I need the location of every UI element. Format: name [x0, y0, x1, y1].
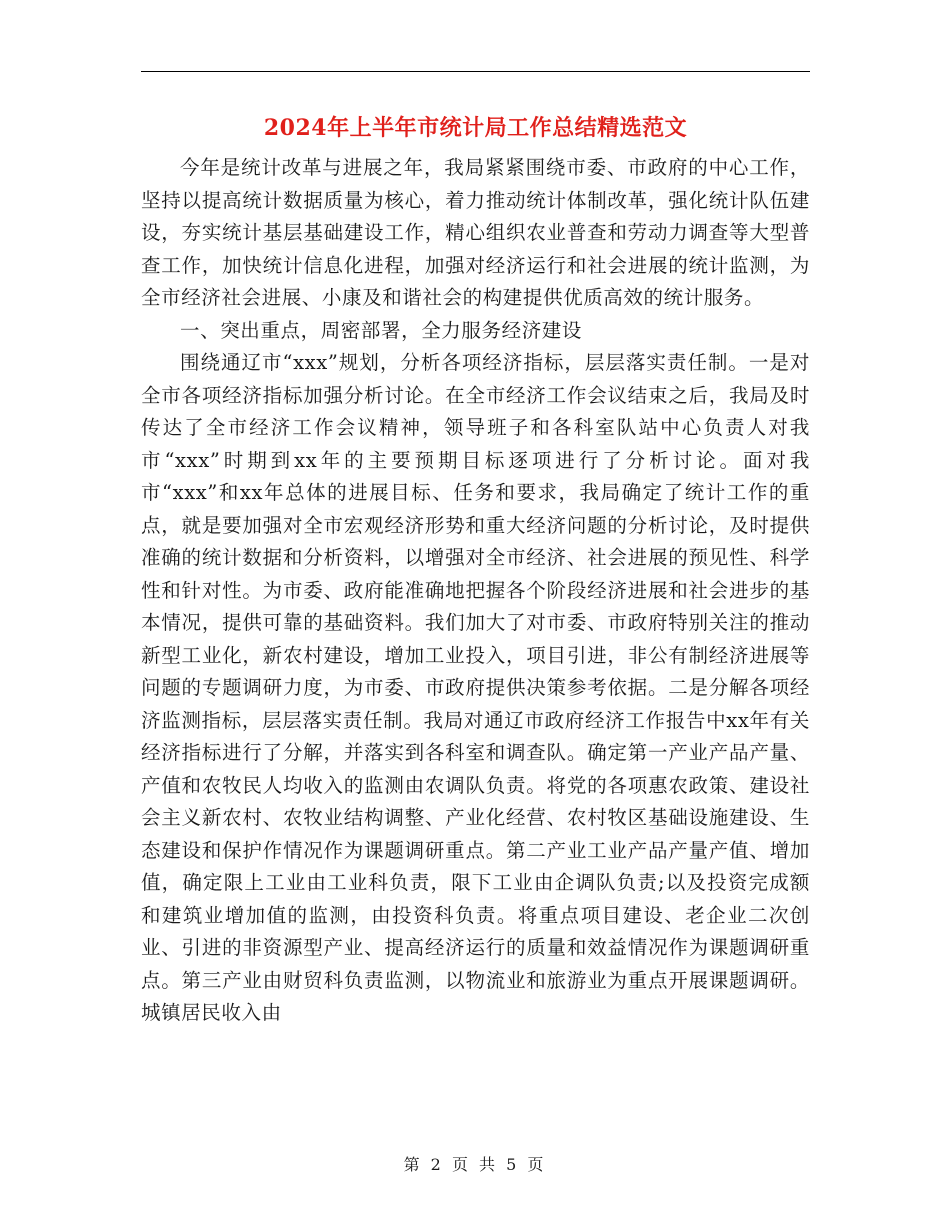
- document-title: 2024年上半年市统计局工作总结精选范文: [263, 115, 688, 141]
- header-rule: [141, 71, 810, 72]
- document-body: [141, 152, 810, 1030]
- intro-paragraph: 今年是统计改革与进展之年，我局紧紧围绕市委、市政府的中心工作，坚持以提高统计数据质量为核心，着力推动统计体制改革，强化统计队伍建设，夯实统计基层基础建设工作，精心组织农业普查和劳动力调查等大型普查工作，加快统计信息化进程，加强对经济运行和社会进展的统计监测，为全市经济社会进展、小康及和谐社会的构建提供优质高效的统计服务。: [141, 156, 810, 309]
- section-paragraph: 围绕通辽市“xxx”规划，分析各项经济指标，层层落实责任制。一是对全市各项经济指标加强分析讨论。在全市经济工作会议结束之后，我局及时传达了全市经济工作会议精神，领导班子和各科室队站中心负责人对我市“xxx”时期到xx年的主要预期目标逐项进行了分析讨论。面对我市“xxx”和xx年总体的进展目标、任务和要求，我局确定了统计工作的重点，就是要加强对全市宏观经济形势和重大经济问题的分析讨论，及时提供准确的统计数据和分析资料，以增强对全市经济、社会进展的预见性、科学性和针对性。为市委、政府能准确地把握各个阶段经济进展和社会进步的基本情况，提供可靠的基础资料。我们加大了对市委、市政府特别关注的推动新型工业化，新农村建设，增加工业投入，项目引进，非公有制经济进展等问题的专题调研力度，为市委、市政府提供决策参考依据。二是分解各项经济监测指标，层层落实责任制。我局对通辽市政府经济工作报告中xx年有关经济指标进行了分解，并落实到各科室和调查队。确定第一产业产品产量、产值和农牧民人均收入的监测由农调队负责。将党的各项惠农政策、建设社会主义新农村、农牧业结构调整、产业化经营、农村牧区基础设施建设、生态建设和保护作情况作为课题调研重点。第二产业工业产品产量产值、增加值，确定限上工业由工业科负责，限下工业由企调队负责;以及投资完成额和建筑业增加值的监测，由投资科负责。将重点项目建设、老企业二次创业、引进的非资源型产业、提高经济运行的质量和效益情况作为课题调研重点。第三产业由财贸科负责监测，以物流业和旅游业为重点开展课题调研。城镇居民收入由: [141, 351, 810, 1024]
- page-number: 第 2 页 共 5 页: [403, 1155, 547, 1174]
- section-heading: 一、突出重点，周密部署，全力服务经济建设: [180, 318, 583, 342]
